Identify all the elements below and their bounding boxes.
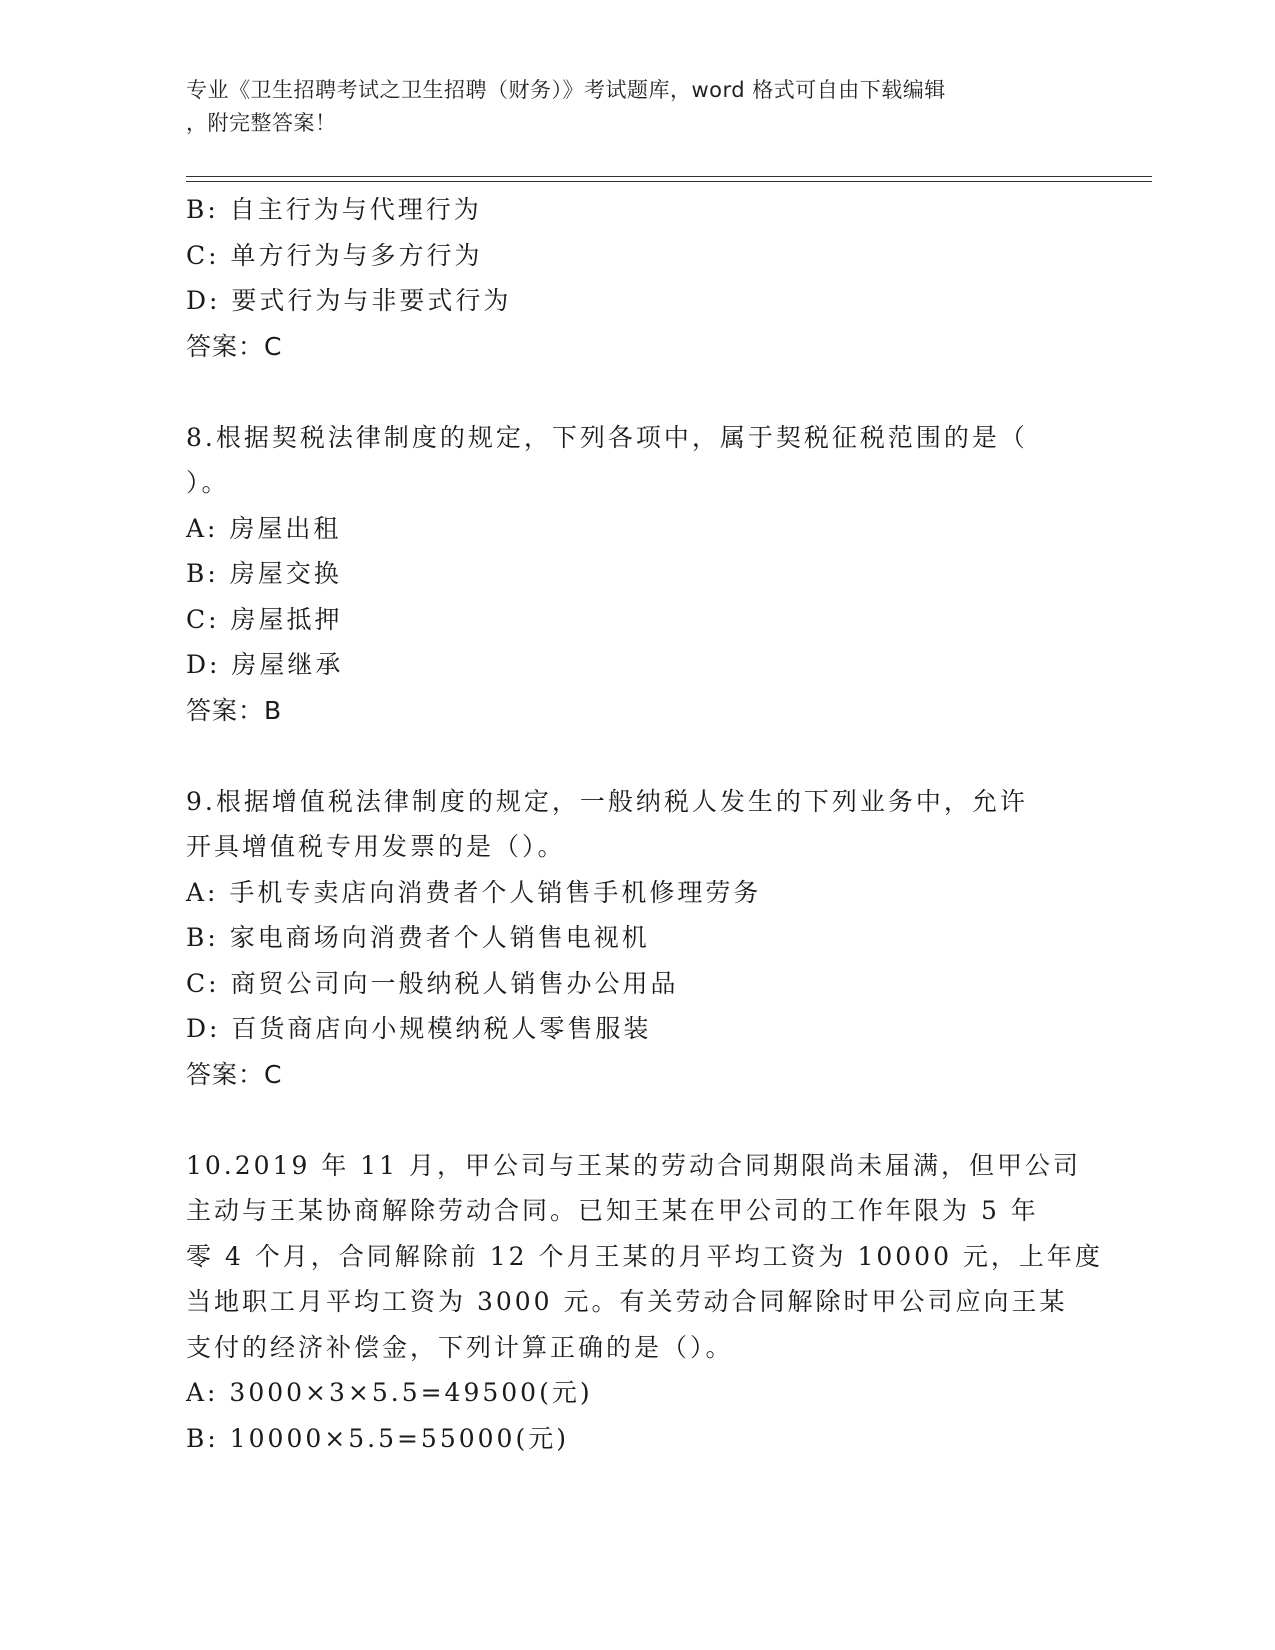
question-7 (186, 187, 1086, 369)
q9-stem-line-1: 9.根据增值税法律制度的规定，一般纳税人发生的下列业务中，允许 (186, 786, 1028, 816)
q9-answer: 答案：C (186, 1059, 283, 1089)
q10-option-a: A: 3000×3×5.5=49500(元) (186, 1378, 593, 1407)
q9-option-c: C: 商贸公司向一般纳税人销售办公用品 (186, 968, 679, 998)
header-divider-bottom (186, 181, 1152, 182)
q8-option-b: B: 房屋交换 (186, 559, 342, 588)
q9-option-d: D: 百货商店向小规模纳税人零售服装 (186, 1014, 652, 1043)
question-content (186, 187, 1103, 1461)
spacer (186, 1097, 1086, 1143)
q7-option-d: D: 要式行为与非要式行为 (186, 286, 512, 315)
q10-stem-line-3: 零 4 个月，合同解除前 12 个月王某的月平均工资为 10000 元，上年度 (186, 1241, 1103, 1271)
spacer (186, 733, 1086, 779)
header-line-2: ，附完整答案！ (186, 111, 337, 135)
q7-option-b: B: 自主行为与代理行为 (186, 195, 482, 224)
q8-option-c: C: 房屋抵押 (186, 604, 343, 634)
q8-answer: 答案：B (186, 695, 283, 725)
q9-option-b: B: 家电商场向消费者个人销售电视机 (186, 923, 650, 952)
q8-stem-line-2: ）。 (186, 468, 230, 497)
q8-option-d: D: 房屋继承 (186, 650, 344, 679)
spacer (186, 369, 1086, 415)
q10-option-b: B: 10000×5.5=55000(元) (186, 1423, 569, 1453)
q7-option-c: C: 单方行为与多方行为 (186, 240, 483, 270)
q10-stem-line-1: 10.2019 年 11 月，甲公司与王某的劳动合同期限尚未届满，但甲公司 (186, 1150, 1082, 1180)
q8-stem-line-1: 8.根据契税法律制度的规定，下列各项中，属于契税征税范围的是（ (186, 422, 1028, 452)
header-divider-top (186, 176, 1152, 177)
q10-stem-line-2: 主动与王某协商解除劳动合同。已知王某在甲公司的工作年限为 5 年 (186, 1196, 1039, 1225)
header-line-1: 专业《卫生招聘考试之卫生招聘（财务）》考试题库，word 格式可自由下载编辑 (186, 78, 946, 102)
question-10 (186, 1143, 1103, 1462)
q10-stem-line-5: 支付的经济补偿金，下列计算正确的是（）。 (186, 1332, 734, 1362)
question-9 (186, 779, 1086, 1098)
q10-stem-line-4: 当地职工月平均工资为 3000 元。有关劳动合同解除时甲公司应向王某 (186, 1287, 1068, 1316)
q9-option-a: A: 手机专卖店向消费者个人销售手机修理劳务 (186, 877, 762, 907)
q7-answer: 答案：C (186, 331, 283, 361)
question-8 (186, 415, 1086, 734)
document-header (186, 74, 1066, 140)
q8-option-a: A: 房屋出租 (186, 513, 342, 543)
q9-stem-line-2: 开具增值税专用发票的是（）。 (186, 832, 566, 861)
